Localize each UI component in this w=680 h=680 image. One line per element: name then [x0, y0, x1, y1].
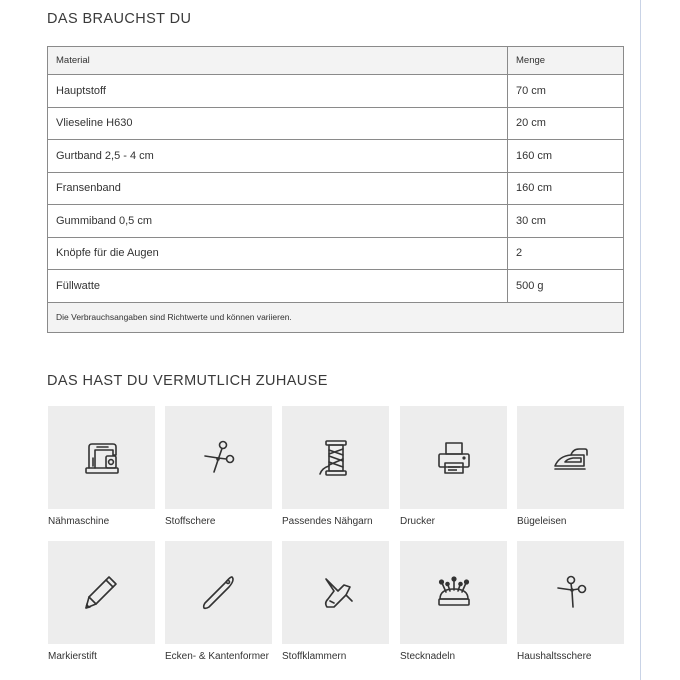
table-row [48, 205, 624, 238]
tool-card-pins [400, 541, 507, 663]
tool-label: Stoffklammern [282, 651, 347, 662]
table-row [48, 270, 624, 303]
fabric-scissors-icon [199, 438, 239, 478]
tool-label: Stoffschere [165, 516, 216, 527]
table-header-row [48, 47, 624, 75]
tool-icon-box [400, 406, 507, 509]
tool-icon-box [48, 406, 155, 509]
tool-card-marker [48, 541, 155, 663]
amount-cell: 160 cm [508, 140, 624, 173]
tool-card-iron [517, 406, 624, 528]
tool-label: Markierstift [48, 651, 97, 662]
table-row [48, 172, 624, 205]
table-row [48, 140, 624, 173]
page-divider-line [640, 0, 641, 680]
marker-pen-icon [82, 573, 122, 613]
material-cell: Fransenband [48, 172, 508, 205]
amount-cell: 70 cm [508, 75, 624, 108]
table-row [48, 107, 624, 140]
material-cell: Hauptstoff [48, 75, 508, 108]
material-cell: Vlieseline H630 [48, 107, 508, 140]
tools-section-title: DAS HAST DU VERMUTLICH ZUHAUSE [47, 373, 328, 389]
tool-card-thread [282, 406, 389, 528]
fabric-clip-icon [316, 573, 356, 613]
tool-icon-box [165, 541, 272, 644]
amount-cell: 20 cm [508, 107, 624, 140]
tool-card-household-scissors [517, 541, 624, 663]
amount-cell: 500 g [508, 270, 624, 303]
tool-icon-box [517, 541, 624, 644]
tool-label: Passendes Nähgarn [282, 516, 373, 527]
tool-label: Stecknadeln [400, 651, 456, 662]
tool-label: Drucker [400, 516, 436, 527]
thread-spool-icon [316, 438, 356, 478]
pin-cushion-icon [434, 573, 474, 613]
material-column-header: Material [48, 47, 508, 75]
tool-card-fabric-scissors [165, 406, 272, 528]
table-note-row [48, 302, 624, 332]
tool-label: Bügeleisen [517, 516, 567, 527]
tool-icon-box [517, 406, 624, 509]
amount-cell: 160 cm [508, 172, 624, 205]
consumption-note: Die Verbrauchsangaben sind Richtwerte und können variieren. [48, 302, 624, 332]
materials-table [47, 46, 624, 333]
amount-column-header: Menge [508, 47, 624, 75]
tool-label: Nähmaschine [48, 516, 110, 527]
amount-cell: 30 cm [508, 205, 624, 238]
table-row [48, 237, 624, 270]
tool-card-printer [400, 406, 507, 528]
material-cell: Gummiband 0,5 cm [48, 205, 508, 238]
point-turner-icon [199, 573, 239, 613]
tool-card-point-turner [165, 541, 272, 663]
tool-icon-box [282, 541, 389, 644]
material-cell: Füllwatte [48, 270, 508, 303]
tool-card-sewing-machine [48, 406, 155, 528]
iron-icon [551, 438, 591, 478]
household-scissors-icon [551, 573, 591, 613]
tool-icon-box [165, 406, 272, 509]
tool-card-fabric-clips [282, 541, 389, 663]
tool-label: Ecken- & Kantenformer [165, 651, 269, 662]
tool-icon-box [400, 541, 507, 644]
tool-icon-box [48, 541, 155, 644]
material-cell: Gurtband 2,5 - 4 cm [48, 140, 508, 173]
table-row [48, 75, 624, 108]
printer-icon [434, 438, 474, 478]
tool-icon-box [282, 406, 389, 509]
amount-cell: 2 [508, 237, 624, 270]
material-cell: Knöpfe für die Augen [48, 237, 508, 270]
tool-label: Haushaltsschere [517, 651, 592, 662]
sewing-machine-icon [82, 438, 122, 478]
materials-section-title: DAS BRAUCHST DU [47, 11, 192, 27]
